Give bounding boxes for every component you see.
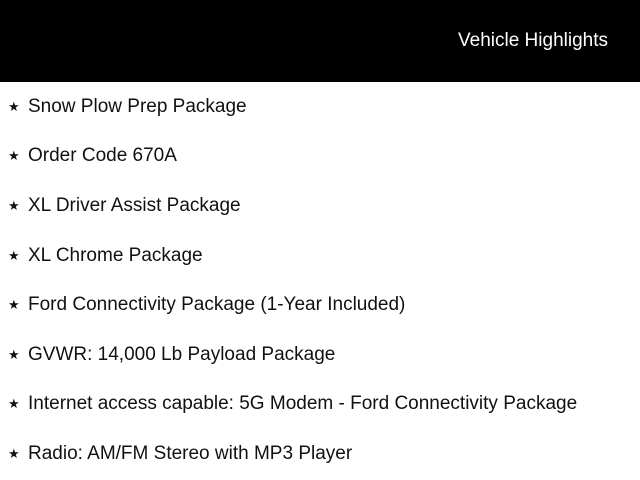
star-icon: ★ bbox=[8, 197, 20, 213]
list-item bbox=[0, 280, 640, 330]
list-item bbox=[0, 380, 640, 430]
star-icon: ★ bbox=[8, 445, 20, 461]
list-item-label: GVWR: 14,000 Lb Payload Package bbox=[28, 343, 336, 365]
list-item-label: Radio: AM/FM Stereo with MP3 Player bbox=[28, 442, 353, 464]
list-item bbox=[0, 231, 640, 281]
header-bar bbox=[0, 0, 640, 82]
list-item bbox=[0, 132, 640, 182]
star-icon: ★ bbox=[8, 297, 20, 313]
highlights-list bbox=[0, 82, 640, 479]
list-item-label: XL Chrome Package bbox=[28, 244, 203, 266]
list-item bbox=[0, 429, 640, 479]
star-icon: ★ bbox=[8, 396, 20, 412]
list-item-label: XL Driver Assist Package bbox=[28, 194, 241, 216]
star-icon: ★ bbox=[8, 98, 20, 114]
list-item-label: Ford Connectivity Package (1-Year Included) bbox=[28, 294, 406, 316]
star-icon: ★ bbox=[8, 247, 20, 263]
header-title: Vehicle Highlights bbox=[458, 30, 608, 51]
list-item-label: Order Code 670A bbox=[28, 145, 177, 167]
list-item bbox=[0, 181, 640, 231]
list-item bbox=[0, 82, 640, 132]
star-icon: ★ bbox=[8, 148, 20, 164]
list-item-label: Snow Plow Prep Package bbox=[28, 95, 247, 117]
list-item-label: Internet access capable: 5G Modem - Ford Connectivity Package bbox=[28, 393, 578, 415]
list-item bbox=[0, 330, 640, 380]
star-icon: ★ bbox=[8, 346, 20, 362]
